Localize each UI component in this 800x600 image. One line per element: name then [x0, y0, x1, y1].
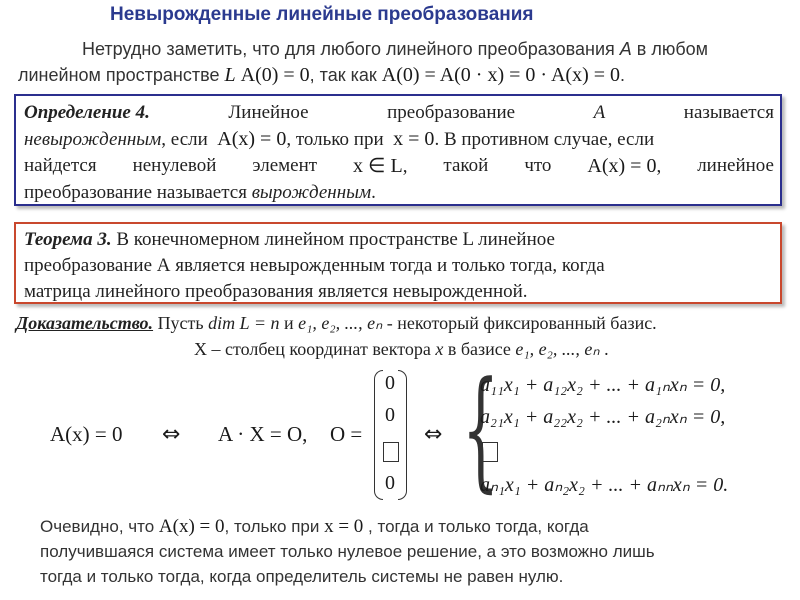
equation-matrix-form: A · X = O,	[218, 422, 308, 446]
proof-label: Доказательство.	[16, 313, 154, 333]
theorem-line-1	[24, 227, 774, 253]
intro-line-2	[18, 62, 788, 88]
conclusion-text: , тогда и только тогда, когда	[363, 517, 589, 536]
conclusion-line-2: получившаяся система имеет только нулевое решение, а это возможно лишь	[40, 542, 655, 561]
proof-paragraph	[16, 310, 796, 362]
proof-basis: e₁, e₂, ..., eₙ	[515, 339, 600, 359]
intro-text-mid: , так как	[309, 65, 382, 85]
definition-word: найдется	[24, 155, 97, 176]
proof-text: X – столбец координат вектора	[194, 339, 436, 359]
definition-term-nondegenerate: невырожденным	[24, 129, 162, 150]
definition-operator: A	[593, 102, 606, 123]
theorem-lead: Теорема 3.	[24, 229, 112, 250]
theorem-line-3: матрица линейного преобразования является невырожденной.	[24, 281, 528, 302]
definition-word: линейное	[697, 155, 774, 176]
definition-word: Линейное	[228, 102, 309, 123]
proof-text: .	[599, 339, 609, 359]
conclusion-paragraph	[40, 514, 780, 589]
proof-formula-dim: dim L = n	[208, 313, 280, 333]
definition-text: , только при	[286, 129, 384, 150]
definition-line-3	[24, 153, 774, 180]
definition-formula: A(x) = 0	[587, 155, 657, 177]
definition-text: , если	[161, 129, 208, 150]
vdots-placeholder-icon	[383, 442, 399, 462]
definition-word: называется	[683, 102, 774, 123]
intro-text-period: .	[620, 65, 626, 85]
vector-right-bracket	[398, 370, 407, 500]
theorem-text: В конечномерном линейном пространстве L линейное	[116, 229, 555, 250]
intro-line-1	[18, 36, 788, 62]
intro-formula-1: A(0) = 0	[240, 64, 310, 86]
definition-word: что	[524, 155, 552, 176]
system-row: a₂₁x₁ + a₂₂x₂ + ... + a₂ₙxₙ = 0,	[480, 406, 726, 428]
definition-lead: Определение 4.	[24, 102, 150, 123]
conclusion-formula: A(x) = 0	[158, 516, 225, 537]
definition-word: ненулевой	[132, 155, 217, 176]
definition-line-4	[24, 180, 774, 206]
theorem-box	[14, 222, 782, 304]
vector-entry: 0	[385, 472, 395, 494]
iff-symbol: ⇔	[162, 422, 181, 447]
intro-text-2: линейном пространстве	[18, 65, 225, 85]
conclusion-line-1	[40, 514, 780, 539]
equation-ax-zero: A(x) = 0	[50, 422, 123, 446]
proof-text: и	[279, 313, 299, 333]
definition-word: элемент	[252, 155, 318, 176]
vector-entry: 0	[385, 372, 395, 394]
definition-word: преобразование	[387, 102, 516, 123]
vdots-placeholder-icon	[482, 442, 498, 462]
definition-line-2	[24, 126, 774, 153]
equation-zero-vector-lhs: O =	[330, 422, 363, 446]
intro-text: Нетрудно заметить, что для любого линейного преобразования	[82, 39, 620, 59]
proof-text: - некоторый фиксированный базис.	[382, 313, 657, 333]
proof-line-1	[16, 310, 796, 336]
definition-comma: ,	[402, 156, 408, 177]
intro-operator: A	[619, 39, 632, 59]
definition-text: преобразование называется	[24, 182, 252, 203]
proof-line-2	[16, 336, 796, 362]
definition-box	[14, 94, 782, 206]
definition-line-1	[24, 100, 774, 126]
iff-symbol: ⇔	[424, 422, 443, 447]
proof-text: в базисе	[443, 339, 516, 359]
definition-formula: x ∈ L	[353, 155, 403, 177]
intro-space-symbol: L	[224, 64, 236, 86]
definition-comma: ,	[656, 156, 662, 177]
intro-paragraph	[18, 36, 788, 88]
proof-vector-symbol: x	[435, 339, 444, 359]
equations-block	[0, 353, 800, 505]
vector-entry: 0	[385, 404, 395, 426]
system-row: a₁₁x₁ + a₁₂x₂ + ... + a₁ₙxₙ = 0,	[480, 374, 726, 396]
conclusion-formula: x = 0	[324, 516, 364, 537]
definition-formula: x = 0	[393, 128, 435, 150]
system-row: aₙ₁x₁ + aₙ₂x₂ + ... + aₙₙxₙ = 0.	[480, 474, 729, 496]
conclusion-text: Очевидно, что	[40, 517, 159, 536]
definition-period: .	[371, 182, 376, 203]
proof-text: Пусть	[153, 313, 209, 333]
intro-formula-2: A(0) = A(0 · x) = 0 · A(x) = 0	[381, 64, 621, 86]
system-brace-icon: {	[462, 353, 500, 505]
definition-text: . В противном случае, если	[434, 129, 655, 150]
definition-word: такой	[443, 155, 489, 176]
page-title: Невырожденные линейные преобразования	[110, 4, 534, 25]
proof-basis: e₁, e₂, ..., eₙ	[298, 313, 383, 333]
conclusion-text: , только при	[224, 517, 325, 536]
definition-formula: A(x) = 0	[217, 128, 287, 150]
conclusion-line-3: тогда и только тогда, когда определитель системы не равен нулю.	[40, 567, 564, 586]
theorem-line-2: преобразование А является невырожденным тогда и только тогда, когда	[24, 255, 605, 276]
definition-term-degenerate: вырожденным	[251, 182, 372, 203]
intro-text-end: в любом	[631, 39, 709, 59]
